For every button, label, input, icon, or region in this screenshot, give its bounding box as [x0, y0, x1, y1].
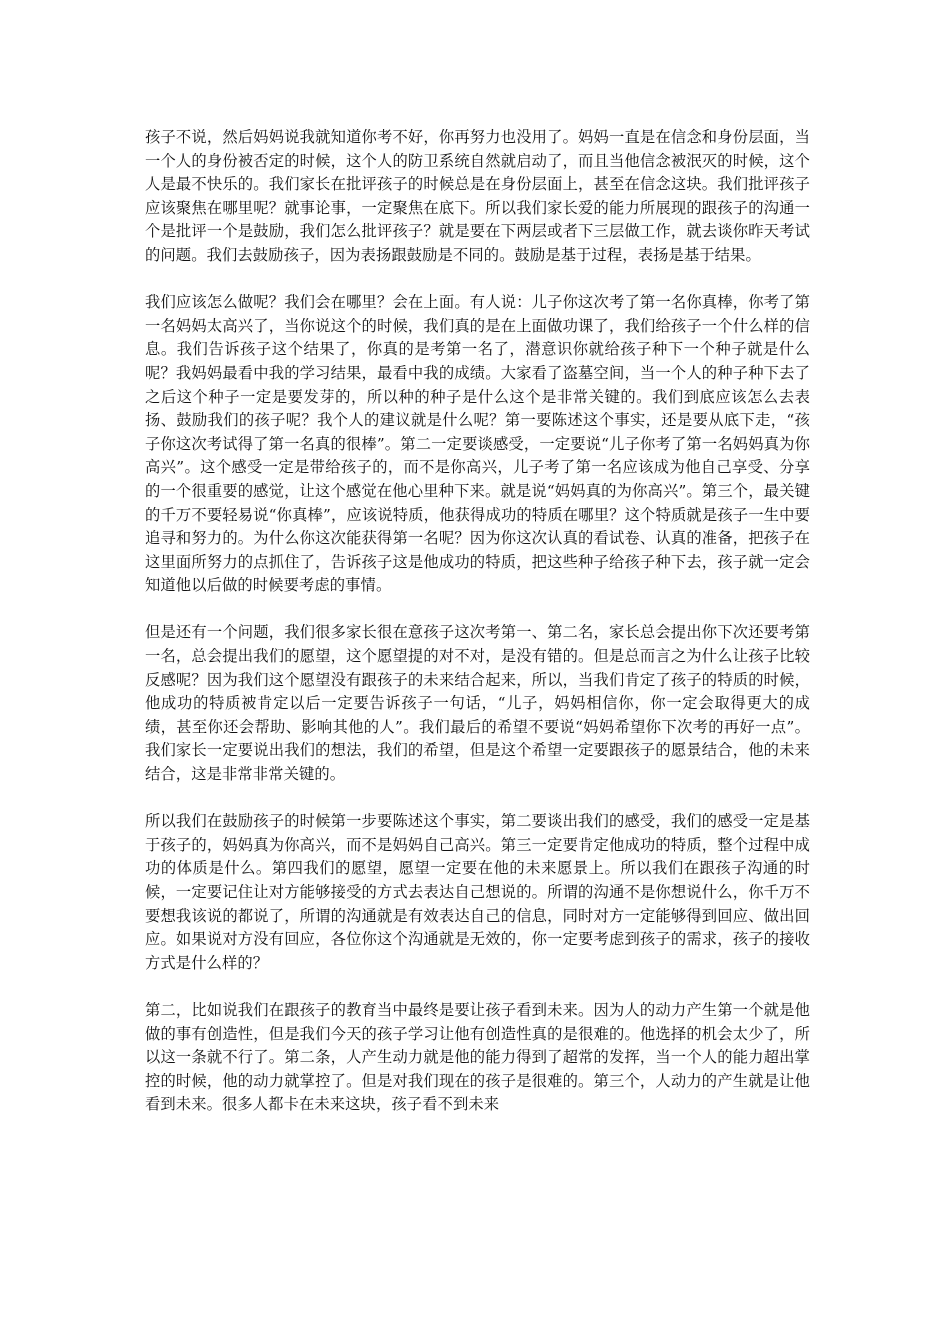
paragraph-4: 所以我们在鼓励孩子的时候第一步要陈述这个事实，第二要谈出我们的感受，我们的感受一定是基于孩子的，妈妈真为你高兴，而不是妈妈自己高兴。第三一定要肯定他成功的特质，整个过程中成功的体质是什么。第四我们的愿望，愿望一定要在他的未来愿景上。所以我们在跟孩子沟通的时候，一定要记住让对方能够接受的方式去表达自己想说的。所谓的沟通不是你想说什么，你千万不要想我该说的都说了，所谓的沟通就是有效表达自己的信息，同时对方一定能够得到回应、做出回应。如果说对方没有回应，各位你这个沟通就是无效的，你一定要考虑到孩子的需求，孩子的接收方式是什么样的？: [145, 812, 810, 972]
paragraph-1: 孩子不说，然后妈妈说我就知道你考不好，你再努力也没用了。妈妈一直是在信念和身份层面，当一个人的身份被否定的时候，这个人的防卫系统自然就启动了，而且当他信念被泯灭的时候，这个人是最不快乐的。我们家长在批评孩子的时候总是在身份层面上，甚至在信念这块。我们批评孩子应该聚焦在哪里呢？就事论事，一定聚焦在底下。所以我们家长爱的能力所展现的跟孩子的沟通一个是批评一个是鼓励，我们怎么批评孩子？就是要在下两层或者下三层做工作，就去谈你昨天考试的问题。我们去鼓励孩子，因为表扬跟鼓励是不同的。鼓励是基于过程，表扬是基于结果。: [145, 128, 810, 264]
document-body: [145, 126, 810, 1141]
paragraph-5: 第二，比如说我们在跟孩子的教育当中最终是要让孩子看到未来。因为人的动力产生第一个就是他做的事有创造性，但是我们今天的孩子学习让他有创造性真的是很难的。他选择的机会太少了，所以这一条就不行了。第二条，人产生动力就是他的能力得到了超常的发挥，当一个人的能力超出掌控的时候，他的动力就掌控了。但是对我们现在的孩子是很难的。第三个，人动力的产生就是让他看到未来。很多人都卡在未来这块，孩子看不到未来: [145, 1000, 810, 1114]
paragraph-2: 我们应该怎么做呢？我们会在哪里？会在上面。有人说：儿子你这次考了第一名你真棒，你考了第一名妈妈太高兴了，当你说这个的时候，我们真的是在上面做功课了，我们给孩子一个什么样的信息。我们告诉孩子这个结果了，你真的是考第一名了，潜意识你就给孩子种下一个种子就是什么呢？我妈妈最看中我的学习结果，最看中我的成绩。大家看了盗墓空间，当一个人的种子种下去了之后这个种子一定是要发芽的，所以种的种子是什么这个是非常关键的。我们到底应该怎么去表扬、鼓励我们的孩子呢？我个人的建议就是什么呢？第一要陈述这个事实，还是要从底下走，“孩子你这次考试得了第一名真的很棒”。第二一定要谈感受，一定要说“儿子你考了第一名妈妈真为你高兴”。这个感受一定是带给孩子的，而不是你高兴，儿子考了第一名应该成为他自己享受、分享的一个很重要的感觉，让这个感觉在他心里种下来。就是说“妈妈真的为你高兴”。第三个，最关键的千万不要轻易说“你真棒”，应该说特质，他获得成功的特质在哪里？这个特质就是孩子一生中要追寻和努力的。为什么你这次能获得第一名呢？因为你这次认真的看试卷、认真的准备，把孩子在这里面所努力的点抓住了，告诉孩子这是他成功的特质，把这些种子给孩子种下去，孩子就一定会知道他以后做的时候要考虑的事情。: [145, 293, 810, 595]
paragraph-3: 但是还有一个问题，我们很多家长很在意孩子这次考第一、第二名，家长总会提出你下次还要考第一名，总会提出我们的愿望，这个愿望提的对不对，是没有错的。但是总而言之为什么让孩子比较反感呢？因为我们这个愿望没有跟孩子的未来结合起来，所以，当我们肯定了孩子的特质的时候，他成功的特质被肯定以后一定要告诉孩子一句话，“儿子，妈妈相信你，你一定会取得更大的成绩，甚至你还会帮助、影响其他的人”。我们最后的希望不要说“妈妈希望你下次考的再好一点”。我们家长一定要说出我们的想法，我们的希望，但是这个希望一定要跟孩子的愿景结合，他的未来结合，这是非常非常关键的。: [145, 623, 810, 784]
